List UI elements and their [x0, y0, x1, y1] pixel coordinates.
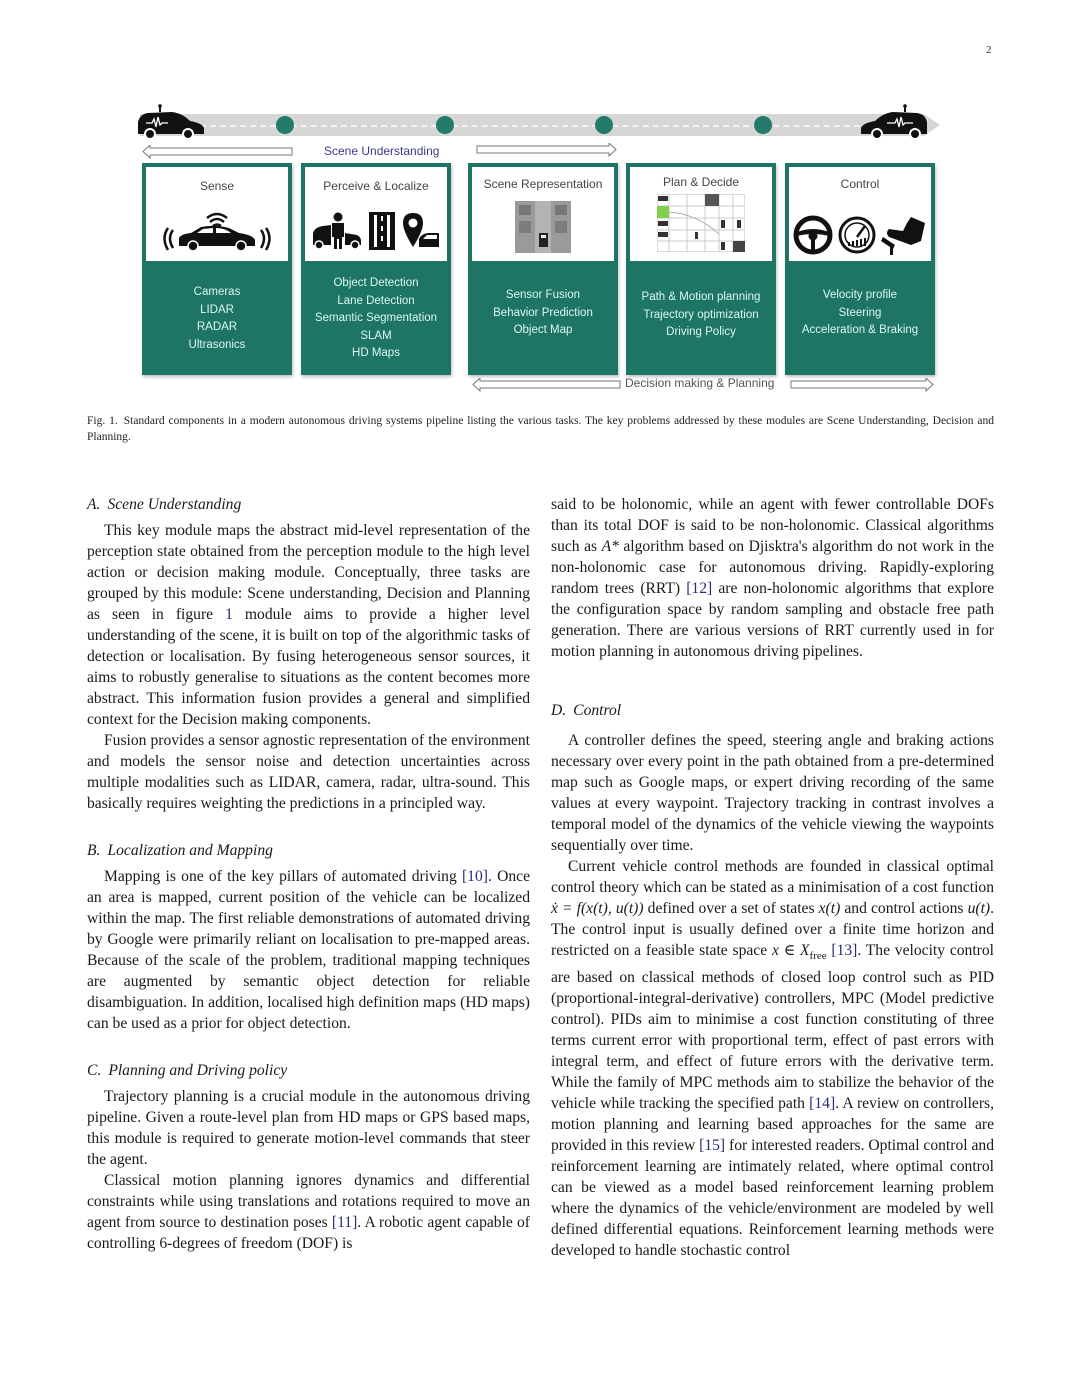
- module-plan-decide: [626, 163, 776, 375]
- pedal-foot-icon: [881, 215, 927, 255]
- math-expression: u(t): [967, 900, 991, 917]
- paragraph: Fusion provides a sensor agnostic representation of the environment and models the sensor noise and detection uncertainties across multiple modalities such as LIDAR, camera, radar, ultra-sound. This basically requires weighting the predictions in a principled way.: [87, 732, 530, 812]
- task-item: Sensor Fusion: [505, 289, 581, 301]
- task-item: Path & Motion planning: [641, 291, 761, 303]
- citation-link[interactable]: [12]: [686, 580, 713, 597]
- citation-link[interactable]: [11]: [331, 1214, 358, 1231]
- module-title: Perceive & Localize: [323, 179, 429, 193]
- car-with-sensor-waves-icon: [163, 208, 271, 254]
- grid-path-planning-icon: [657, 194, 745, 252]
- section-heading-a: A. Scene Understanding: [87, 496, 242, 513]
- module-title: Scene Representation: [483, 177, 603, 191]
- scene-understanding-label: Scene Understanding: [324, 144, 440, 158]
- caption-label: Fig. 1.: [87, 415, 118, 427]
- flow-arrow-left-icon: [472, 378, 622, 392]
- task-item: RADAR: [196, 321, 238, 333]
- citation-link[interactable]: [15]: [699, 1137, 726, 1155]
- task-item: Object Detection: [333, 277, 419, 290]
- speedometer-icon: [837, 215, 877, 255]
- steering-wheel-icon: [793, 215, 833, 255]
- citation-link[interactable]: [14]: [809, 1095, 836, 1113]
- paragraph: A controller defines the speed, steering angle and braking actions necessary over every point in the path obtained from a pre-determined map such as Google maps, or expert driving recording of the same values at every waypoint. Trajectory tracking in contrast involves a temporal model of the dynamics of the vehicle viewing the waypoints sequentially over time.: [551, 732, 994, 854]
- task-item: Cameras: [193, 286, 241, 298]
- citation-link[interactable]: [10]: [461, 868, 488, 885]
- paragraph: Trajectory planning is a crucial module in the autonomous driving pipeline. Given a route-level plan from HD maps or GPS based maps, this module is required to generate motion-level commands that steer the agent.: [87, 1088, 530, 1168]
- lane-road-icon: [369, 212, 395, 250]
- section-heading-d: D. Control: [551, 702, 622, 719]
- figure-ref-link[interactable]: 1: [225, 606, 233, 623]
- task-item: Acceleration & Braking: [801, 324, 919, 336]
- flow-arrow-left-icon: [142, 145, 294, 159]
- task-item: Velocity profile: [822, 289, 898, 301]
- top-down-scene-map-icon: [515, 201, 571, 253]
- end-car-icon: [857, 104, 931, 140]
- task-item: Ultrasonics: [188, 338, 246, 351]
- left-column: [87, 494, 530, 1254]
- pipeline-milestone: [754, 116, 772, 134]
- module-perceive-localize: [301, 163, 451, 375]
- task-item: Steering: [838, 306, 882, 319]
- module-title: Sense: [199, 179, 235, 193]
- road-dashed-line: [200, 125, 880, 127]
- flow-arrow-right-icon: [476, 143, 618, 157]
- figure-caption: [87, 413, 994, 445]
- pipeline-milestone: [595, 116, 613, 134]
- location-pin-car-icon: [401, 211, 441, 251]
- task-item: Driving Policy: [666, 326, 736, 338]
- caption-text: Standard components in a modern autonomous driving systems pipeline listing the various tasks. The key problems addressed by these modules are Scene Understanding, Decision and Planning.: [87, 415, 995, 443]
- task-item: Behavior Prediction: [493, 306, 593, 319]
- math-expression: x(t): [818, 900, 841, 917]
- person-and-car-icon: [311, 211, 363, 251]
- module-task-list: [626, 269, 776, 369]
- module-sense: [142, 163, 292, 375]
- paragraph: Current vehicle control methods are founded in classical optimal control theory which can be stated as a minimisation of a cost function ẋ = f(x(t), u(t)) defined over a set of states x(t) and control actions u(t). The control input is usually defined over a finite time horizon and restricted on a feasible state space x ∈ $X_{free}$ [13]. The velocity control are based on classical methods of closed loop control such as PID (proportional-integral-derivative) controllers, MPC (Model predictive control). PIDs aim to minimise a cost function constituting of three terms current error with proportional term, effect of past errors with integral term, and effect of future errors with the derivative term. While the family of MPC methods aim to stabilize the behavior of the vehicle while tracking the specified path [14]. A review on controllers, motion planning and learning based approaches for the same are provided in this review [15] for interested readers. Optimal control and reinforcement learning are intimately related, where optimal control can be viewed as a model based reinforcement learning problem where the dynamics of the vehicle/environment are modeled by well defined differential equations. Reinforcement learning methods were developed to handle stochastic control: [551, 858, 995, 1260]
- module-task-list: [142, 269, 292, 369]
- task-item: Lane Detection: [337, 294, 415, 307]
- section-heading-b: B. Localization and Mapping: [87, 842, 273, 859]
- math-expression: ẋ = f(x(t), u(t)): [551, 900, 644, 917]
- pipeline-figure: [130, 100, 950, 400]
- module-task-list: [468, 269, 618, 369]
- module-title: Control: [840, 177, 880, 191]
- start-car-icon: [134, 104, 208, 140]
- right-column: [551, 494, 994, 1261]
- task-item: Semantic Segmentation: [314, 312, 438, 325]
- flow-arrow-right-icon: [790, 378, 935, 392]
- pipeline-milestone: [436, 116, 454, 134]
- math-expression: x ∈ X: [771, 942, 810, 959]
- paragraph: Mapping is one of the key pillars of automated driving [10]. Once an area is mapped, current position of the vehicle can be localized within the map. The first reliable demonstrations of automated driving by Google were primarily reliant on localisation to pre-mapped areas. Because of the scale of the problem, traditional mapping techniques are augmented by semantic object detection for reliable disambiguation. In addition, localised high definition maps (HD maps) can be used as a prior for object detection.: [87, 868, 530, 1032]
- paragraph: This key module maps the abstract mid-level representation of the perception state obtained from the perception module to the high level action or decision making module. Conceptually, three tasks are grouped by this module: Scene understanding, Decision and Planning as seen in figure 1 module aims to provide a higher level understanding of the scene, it is built on top of the algorithmic tasks of detection or localisation. By fusing heterogeneous sensor sources, it aims to robustly generalise to situations as the content becomes more abstract. This information fusion provides a general and simplified context for the Decision making components.: [87, 522, 530, 728]
- decision-planning-label: Decision making & Planning: [625, 376, 775, 390]
- module-task-list: [301, 269, 451, 369]
- module-task-list: [785, 269, 935, 369]
- task-item: Object Map: [513, 324, 573, 336]
- paragraph: Classical motion planning ignores dynamics and differential constraints while using translations and rotations required to move an agent from source to destination poses [11]. A robotic agent capable of controlling 6-degrees of freedom (DOF) is: [87, 1172, 530, 1252]
- task-item: Trajectory optimization: [643, 308, 759, 321]
- task-item: HD Maps: [352, 347, 400, 360]
- module-title: Plan & Decide: [662, 175, 740, 189]
- pipeline-milestone: [276, 116, 294, 134]
- module-scene-representation: [468, 163, 618, 375]
- math-expression: A*: [601, 538, 619, 555]
- paragraph: said to be holonomic, while an agent with fewer controllable DOFs than its total DOF is said to be non-holonomic. Classical algorithms such as A* algorithm based on Djisktra's algorithm do not work in the non-holonomic case for autonomous driving. Rapidly-exploring random trees (RRT) [12] are non-holonomic algorithms that explore the configuration space by random sampling and obstacle free path generation. There are various versions of RRT currently used in for motion planning in autonomous driving pipelines.: [551, 496, 995, 660]
- citation-link[interactable]: [13]: [831, 942, 858, 959]
- task-item: LIDAR: [200, 303, 234, 316]
- module-control: [785, 163, 935, 375]
- task-item: SLAM: [360, 329, 392, 342]
- section-heading-c: C. Planning and Driving policy: [87, 1062, 288, 1079]
- page-number: 2: [986, 44, 992, 56]
